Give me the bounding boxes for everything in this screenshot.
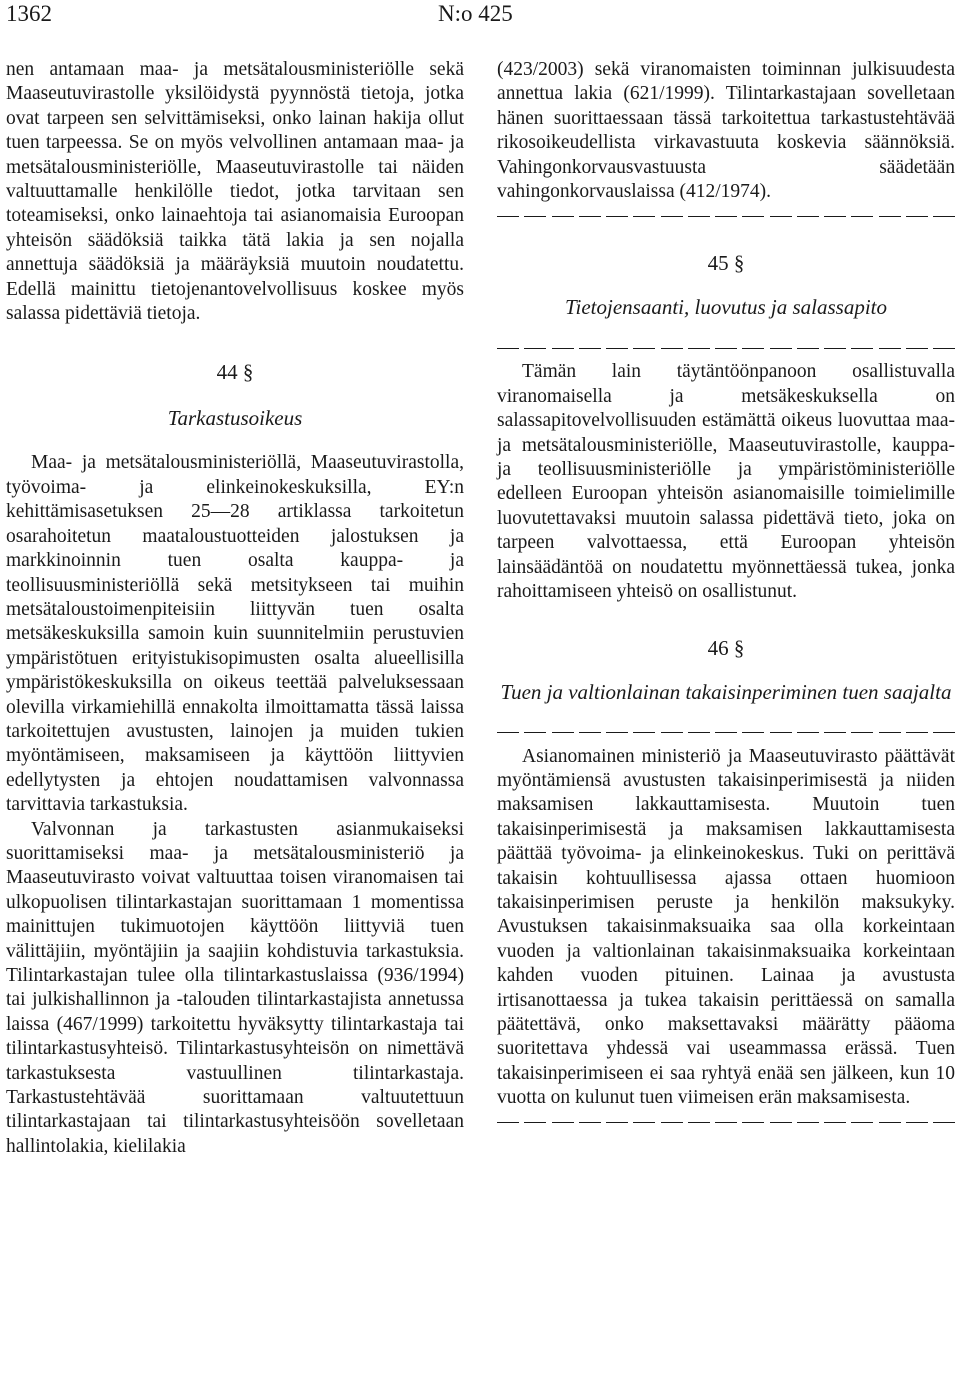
omission-dashes (497, 336, 955, 360)
section-title: Tietojensaanti, luovutus ja salassapito (564, 295, 888, 320)
paragraph: Asianomainen ministeriö ja Maaseutuvirasto päättävät myöntämiensä avustusten takaisinperimisestä ja niiden maksamisen lakkauttamisesta. Muutoin tuen takaisinperimisestä ja maksamisen lakkauttamisesta päättää työvoima- ja elinkeinokeskus. Tuki on perittävä takaisin kohtuullisessa ajassa ottaen huomioon takaisinperimisen peruste ja henkilön maksukyky. Avustuksen takaisinmaksuaika saa olla korkeintaan vuoden ja valtionlainan takaisinmaksuaika korkeintaan kahden vuoden pituinen. Lainaa ja avustusta irtisanottaessa ja tukea takaisin perittäessä on samalla päätettävä, onko maksettavaksi määrätty pääoma suoritettava yhdessä vai useammassa erässä. Tuen takaisinperimiseen ei saa ryhtyä enää sen jälkeen, kun 10 vuotta on kulunut tuen viimeisen erän maksamisesta. (497, 745, 955, 1109)
right-column (497, 58, 955, 1135)
paragraph: nen antamaan maa- ja metsätalousministeriölle sekä Maaseutuvirastolle yksilöidystä pyynnöstä tietoja, jotka ovat tarpeen sen selvittämiseksi, onko lainan hakija ollut tuen tarpeessa. Se on myös velvollinen antamaan maa- ja metsätalousministeriölle, Maaseutuvirastolle tai näiden valtuuttamalle henkilölle tiedot, jotka tarvitaan sen toteamiseksi, onko lainaehtoja tai asianomaisia Euroopan yhteisön säädöksiä taikka tätä lakia ja sen nojalla annettuja säädöksiä ja määräyksiä muutoin noudatettu. Edellä mainittu tietojenantovelvollisuus koskee myös salassa pidettäviä tietoja. (6, 59, 464, 325)
section-number: 46 § (707, 635, 745, 660)
omission-dashes (497, 204, 955, 228)
paragraph: Valvonnan ja tarkastusten asianmukaiseksi suorittamiseksi maa- ja metsätalousministeriö ja Maaseutuvirasto voivat valtuuttaa toisen viranomaisen tai ulkopuolisen tilintarkastajan suorittamaan 1 momentissa mainittujen tukimuotojen käyttöön liittyviä tuen välittäjiin, myöntäjiin ja saajiin kohdistuvia tarkastuksia. Tilintarkastajan tulee olla tilintarkastuslaissa (936/1994) tai julkishallinnon ja -talouden tilintarkastajista annetussa laissa (467/1999) tarkoitettu hyväksytty tilintarkastaja tai tilintarkastusyhteisö. Tilintarkastusyhteisön on nimettävä tarkastuksesta vastuullinen tilintarkastaja. Tarkastustehtävää suorittamaan valtuutettuun tilintarkastajaan tai tilintarkastusyhteisöön sovelletaan hallintolakia, kielilakia (6, 818, 464, 1157)
paragraph: Maa- ja metsätalousministeriöllä, Maaseutuvirastolla, työvoima- ja elinkeinokeskuksilla, EY:n kehittämisasetuksen 25—28 artiklassa tarkoitetun osarahoitetun maataloustuotteiden jalostuksen ja markkinoinnin tuen osalta kauppa- ja teollisuusministeriöllä sekä metsitykseen tai muihin metsätaloustoimenpiteisiin liittyvän tuen osalta metsäkeskuksilla samoin kuin suunnitelmiin perustuvien ympäristötuen erityistukisopimusten osalta alueellisilla ympäristökeskuksilla on oikeus teettää palveluksessaan olevilla virkamiehillä ennakolta ilmoittamatta tässä laissa tarkoitettujen avustusten, lainojen ja muiden tukien myöntämiseen, maksamiseen ja käyttöön liittyvien edellytysten ja ehtojen noudattamisen valvonnassa tarvittavia tarkastuksia. (6, 452, 464, 816)
section-title: Tuen ja valtionlainan takaisinperiminen tuen saajalta (500, 679, 952, 704)
left-column (6, 58, 464, 1159)
paragraph: (423/2003) sekä viranomaisten toiminnan julkisuudesta annettua lakia (621/1999). Tilintarkastajaan sovelletaan hänen suorittaessaan tässä tarkoitettua tarkastustehtävää rikosoikeudellista virkavastuuta koskevia säännöksiä. Vahingonkorvausvastuusta säädetään vahingonkorvauslaissa (412/1974). (497, 59, 955, 203)
page-number: 1362 (6, 1, 52, 26)
issue-number: N:o 425 (438, 1, 513, 26)
paragraph: Tämän lain täytäntöönpanoon osallistuvalla viranomaisella ja metsäkeskuksella on salassapitovelvollisuuden estämättä oikeus luovuttaa maa- ja metsätalousministeriölle, Maaseutuvirastolle, kauppa- ja teollisuusministeriölle ja ympäristöministeriölle edelleen Euroopan yhteisön asianomaisille toimielimille luovutettavaksi muutoin salassa pidettävä tieto, joka on tarpeen valvottaessa, että Euroopan yhteisön lainsäädäntöä on noudatettu myönnettäessä tukea, jonka rahoittamiseen yhteisö on osallistunut. (497, 361, 955, 603)
omission-dashes (497, 721, 955, 745)
section-title: Tarkastusoikeus (167, 406, 303, 431)
section-number: 44 § (216, 360, 254, 385)
page-header (0, 0, 960, 32)
omission-dashes (497, 1111, 955, 1135)
section-number: 45 § (707, 251, 745, 276)
